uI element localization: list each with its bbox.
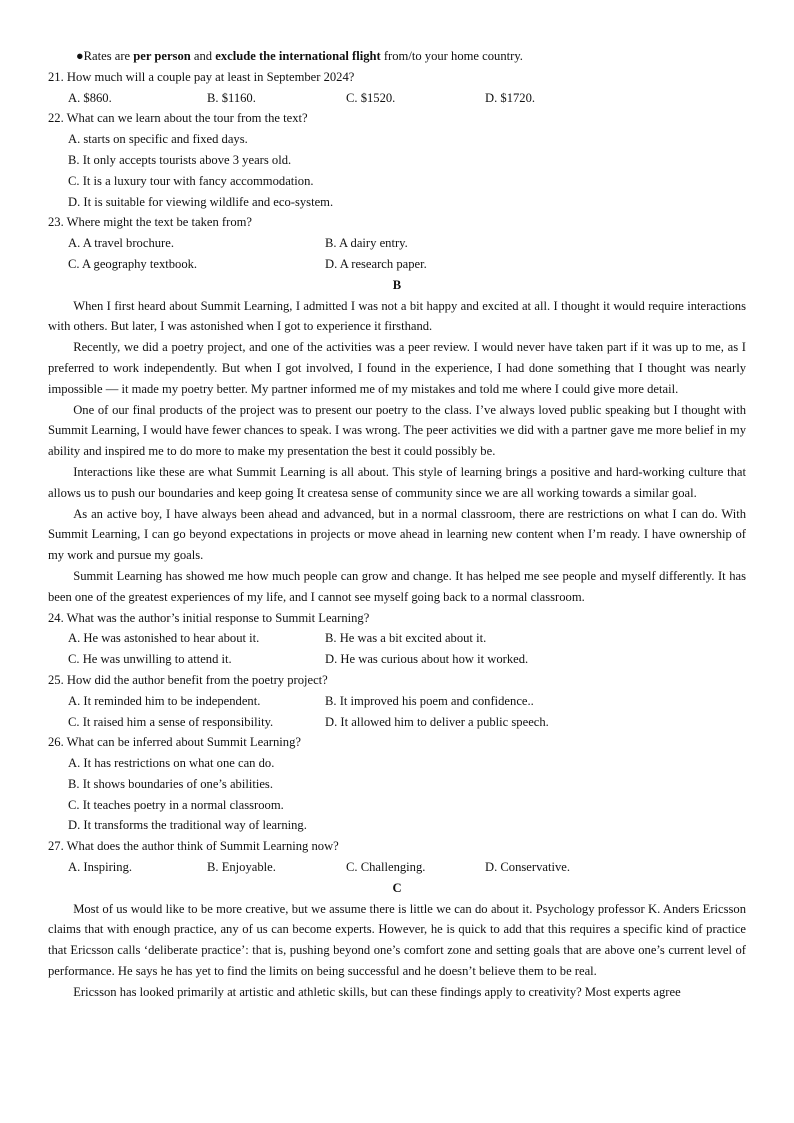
option-d[interactable]: D. He was curious about how it worked. [325, 652, 529, 667]
section-b-heading: B [392, 277, 402, 292]
option-c[interactable]: C. It is a luxury tour with fancy accommodation. [68, 173, 314, 188]
passage-b-paragraph: As an active boy, I have always been ahead and advanced, but in a normal classroom, there are restrictions on what I can do. With Summit Learning, I can go beyond expectations in projects or move ahead in learning new content when I’m ready. I have ownership of my work and pursue my goals. [48, 506, 746, 563]
question-23-options-ab [48, 233, 746, 254]
option-c[interactable]: C. A geography textbook. [68, 256, 198, 271]
option-a[interactable]: A. A travel brochure. [68, 236, 174, 251]
option-d[interactable]: D. $1720. [485, 90, 536, 105]
option-b[interactable]: B. A dairy entry. [325, 236, 408, 251]
option-c[interactable]: C. $1520. [346, 90, 396, 105]
option-b[interactable]: B. It shows boundaries of one’s abilities. [68, 776, 273, 791]
option-b[interactable]: B. It only accepts tourists above 3 years old. [68, 152, 292, 167]
option-a[interactable]: A. He was astonished to hear about it. [68, 631, 260, 646]
option-d[interactable]: D. It transforms the traditional way of learning. [68, 818, 307, 833]
passage-b-paragraph: One of our final products of the project was to present our poetry to the class. I’ve always loved public speaking but I thought with Summit Learning, I would have fewer chances to speak. I was wrong. The peer activities we did with a partner gave me more belief in my ability and inspired me to do more to make my presentation the best it could possibly be. [48, 402, 746, 459]
question-23-stem: 23. Where might the text be taken from? [48, 215, 252, 230]
bullet-icon: ● [76, 49, 84, 63]
question-25-options-ab [48, 691, 746, 712]
passage-b-paragraph: Recently, we did a poetry project, and one of the activities was a peer review. I would never have taken part if it was up to me, as I preferred to work independently. But when I got involved, I found in the experience, I had done something that I thought was nearly impossible — it made my poetry better. My partner informed me of my mistakes and told me where I could give more detail. [48, 340, 746, 396]
option-d[interactable]: D. A research paper. [325, 256, 427, 271]
option-a[interactable]: A. It reminded him to be independent. [68, 693, 261, 708]
passage-c-paragraph: Most of us would like to be more creative, but we assume there is little we can do about it. Psychology professor K. Anders Ericsson claims that with enough practice, any of us can become experts. However, he is quick to add that this requires a specific kind of practice that Ericsson calls ‘deliberate practice’: that is, pushing beyond one’s comfort zone and setting goals that are above one’s current level of performance. He says he has yet to find the limits on being successful and he doesn’t believe them to be real. [48, 901, 746, 979]
question-24-stem: 24. What was the author’s initial response to Summit Learning? [48, 610, 370, 625]
question-25-options-cd [48, 712, 746, 733]
option-a[interactable]: A. Inspiring. [68, 860, 133, 875]
option-b[interactable]: B. Enjoyable. [207, 860, 276, 875]
option-d[interactable]: D. Conservative. [485, 860, 570, 875]
question-27-stem: 27. What does the author think of Summit Learning now? [48, 839, 339, 854]
question-24-options-ab [48, 628, 746, 649]
question-21-stem: 21. How much will a couple pay at least in September 2024? [48, 69, 355, 84]
question-23-options-cd [48, 254, 746, 275]
option-a[interactable]: A. It has restrictions on what one can do. [68, 756, 275, 771]
passage-b-paragraph: When I first heard about Summit Learning, I admitted I was not a bit happy and excited at all. I thought it would require interactions with others. But later, I was astonished when I got to experience it firsthand. [48, 298, 746, 334]
question-26-stem: 26. What can be inferred about Summit Learning? [48, 735, 301, 750]
exam-page [48, 46, 746, 1003]
option-d[interactable]: D. It allowed him to deliver a public speech. [325, 714, 549, 729]
option-d[interactable]: D. It is suitable for viewing wildlife and eco-system. [68, 194, 334, 209]
rates-note: ●Rates are per person and exclude the international flight from/to your home country. [76, 49, 523, 63]
passage-b-paragraph: Summit Learning has showed me how much people can grow and change. It has helped me see people and myself differently. It has been one of the greatest experiences of my life, and I cannot see myself going back to a normal classroom. [48, 568, 746, 604]
section-c-heading: C [392, 880, 402, 895]
question-27-options [48, 857, 746, 878]
passage-c-paragraph: Ericsson has looked primarily at artistic and athletic skills, but can these findings apply to creativity? Most experts agree [73, 984, 681, 999]
question-25-stem: 25. How did the author benefit from the poetry project? [48, 672, 328, 687]
question-24-options-cd [48, 649, 746, 670]
option-c[interactable]: C. It teaches poetry in a normal classroom. [68, 797, 284, 812]
option-b[interactable]: B. He was a bit excited about it. [325, 631, 487, 646]
option-a[interactable]: A. $860. [68, 90, 112, 105]
option-a[interactable]: A. starts on specific and fixed days. [68, 132, 248, 147]
option-c[interactable]: C. Challenging. [346, 860, 426, 875]
option-b[interactable]: B. It improved his poem and confidence.. [325, 693, 534, 708]
question-21-options [48, 88, 746, 109]
passage-b-paragraph: Interactions like these are what Summit Learning is all about. This style of learning brings a positive and hard-working culture that allows us to push our boundaries and keep going It createsa sense of community since we are all working towards a similar goal. [48, 464, 746, 500]
question-22-stem: 22. What can we learn about the tour from the text? [48, 111, 308, 126]
option-c[interactable]: C. It raised him a sense of responsibility. [68, 714, 274, 729]
option-b[interactable]: B. $1160. [207, 90, 256, 105]
option-c[interactable]: C. He was unwilling to attend it. [68, 652, 232, 667]
